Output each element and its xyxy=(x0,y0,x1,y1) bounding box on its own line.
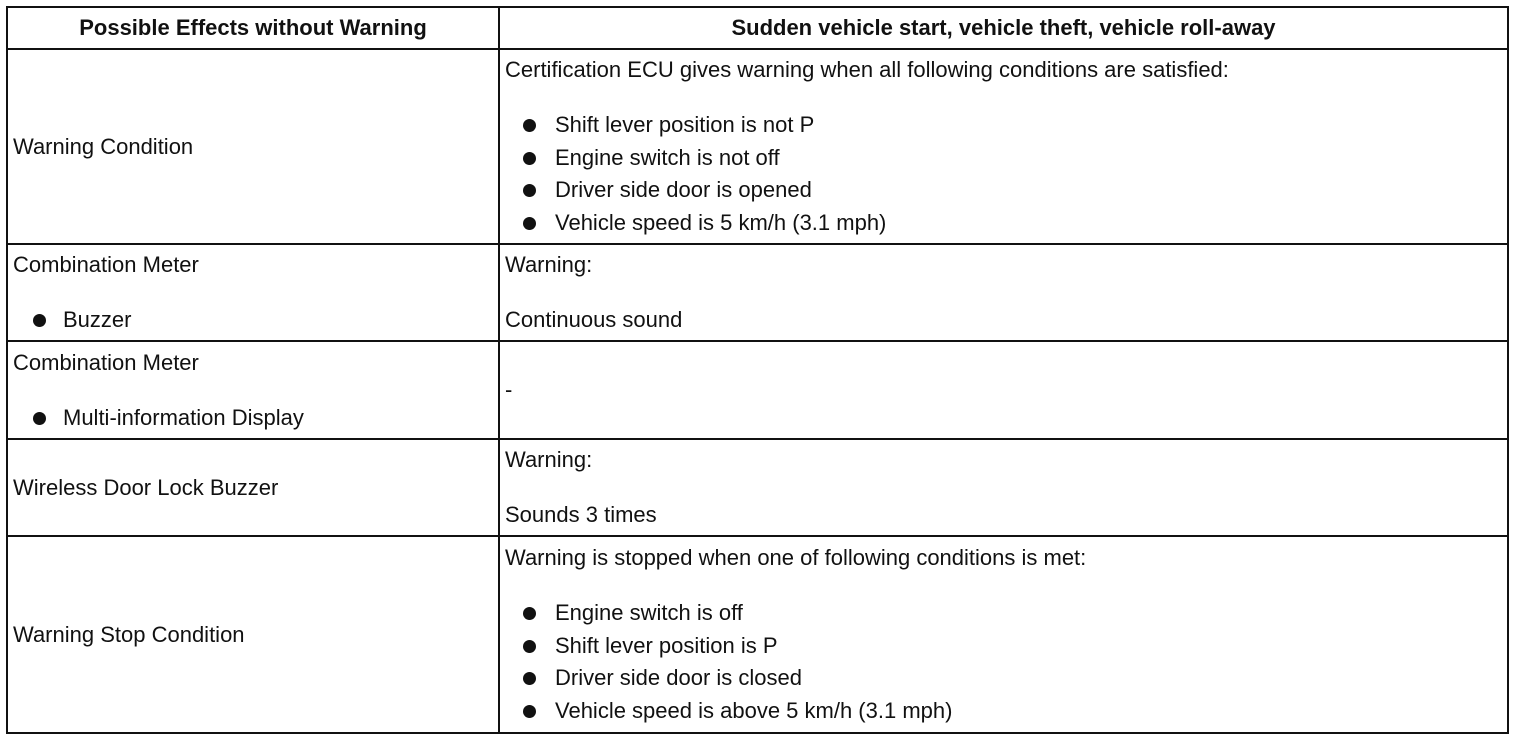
warning-condition-label: Warning Condition xyxy=(7,49,499,244)
list-item: Engine switch is not off xyxy=(523,142,1502,175)
header-possible-effects: Possible Effects without Warning xyxy=(7,7,499,49)
bullet-icon xyxy=(523,672,536,685)
bullet-icon xyxy=(523,217,536,230)
bullet-icon xyxy=(523,640,536,653)
combination-meter-display-label: Combination Meter Multi-information Display xyxy=(7,341,499,439)
combination-meter-buzzer-value: Warning: Continuous sound xyxy=(499,244,1508,341)
row-combination-meter-display xyxy=(7,341,1508,439)
bullet-icon xyxy=(523,152,536,165)
combination-meter-display-value: - xyxy=(499,341,1508,439)
list-item: Vehicle speed is above 5 km/h (3.1 mph) xyxy=(523,695,1502,728)
warning-stop-label: Warning Stop Condition xyxy=(7,536,499,733)
combination-meter-buzzer-label: Combination Meter Buzzer xyxy=(7,244,499,341)
row-warning-stop-condition xyxy=(7,536,1508,733)
list-item: Engine switch is off xyxy=(523,597,1502,630)
warning-condition-value xyxy=(499,49,1508,244)
sub-item: Buzzer xyxy=(13,304,493,336)
list-item: Driver side door is opened xyxy=(523,174,1502,207)
row-wireless-door-lock xyxy=(7,439,1508,536)
table-header-row xyxy=(7,7,1508,49)
warning-table xyxy=(6,6,1509,734)
warning-stop-value xyxy=(499,536,1508,733)
list-item: Shift lever position is not P xyxy=(523,109,1502,142)
bullet-icon xyxy=(33,412,46,425)
warning-condition-list xyxy=(505,109,1502,239)
bullet-icon xyxy=(523,119,536,132)
warning-stop-list xyxy=(505,597,1502,727)
sub-item: Multi-information Display xyxy=(13,402,493,434)
row-combination-meter-buzzer xyxy=(7,244,1508,341)
row-warning-condition xyxy=(7,49,1508,244)
list-item: Shift lever position is P xyxy=(523,630,1502,663)
warning-condition-intro: Certification ECU gives warning when all following conditions are satisfied: xyxy=(505,57,1229,82)
list-item: Driver side door is closed xyxy=(523,662,1502,695)
warning-stop-intro: Warning is stopped when one of following conditions is met: xyxy=(505,545,1087,570)
wireless-door-lock-value: Warning: Sounds 3 times xyxy=(499,439,1508,536)
bullet-icon xyxy=(523,184,536,197)
bullet-icon xyxy=(523,705,536,718)
wireless-door-lock-label: Wireless Door Lock Buzzer xyxy=(7,439,499,536)
bullet-icon xyxy=(33,314,46,327)
list-item: Vehicle speed is 5 km/h (3.1 mph) xyxy=(523,207,1502,240)
header-effects-value: Sudden vehicle start, vehicle theft, vehicle roll-away xyxy=(499,7,1508,49)
bullet-icon xyxy=(523,607,536,620)
